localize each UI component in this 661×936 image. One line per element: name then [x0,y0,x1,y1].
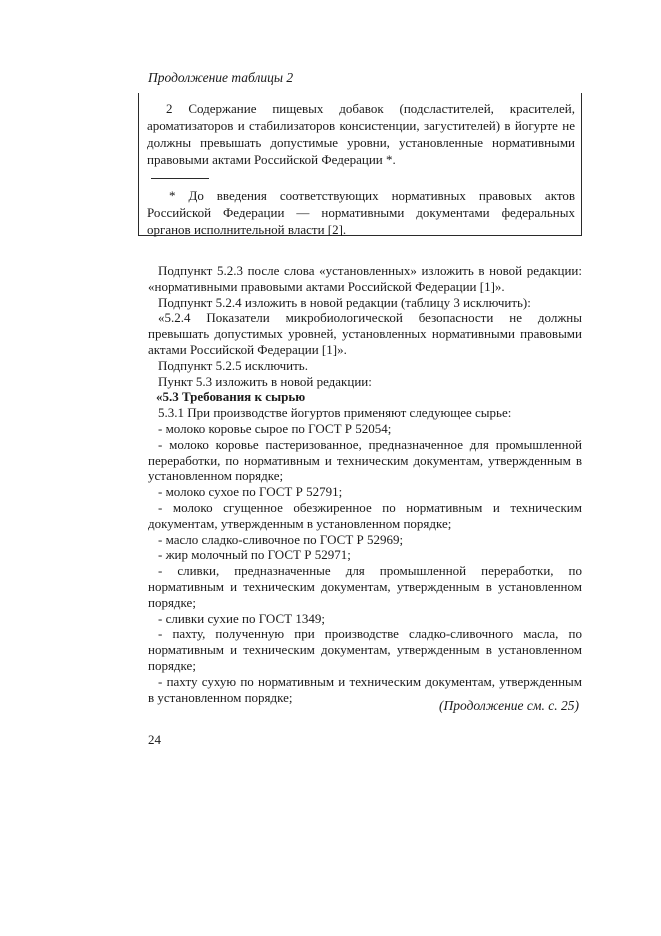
footnote-divider [151,178,209,179]
list-item: - молоко сухое по ГОСТ Р 52791; [158,484,343,500]
table-paragraph: 2 Содержание пищевых добавок (подсластителей, красителей, ароматизаторов и стабилизаторов консистенции, загустителей) в йогурте не должны превышать допустимые уровни, установленные нормативными правовыми актами Российской Федерации *. [147,101,575,167]
page-number: 24 [148,732,161,747]
text-line: Пункт 5.3 изложить в новой редакции: [158,373,372,389]
text-line: Подпункт 5.2.4 изложить в новой редакции (таблицу 3 исключить): [158,294,531,310]
text-line: Подпункт 5.2.3 после слова «установленных» изложить в новой редакции: «нормативными правовыми актами Российской Федерации [1]». [148,263,582,294]
list-item: - сливки, предназначенные для промышленной переработки, по нормативным и техническим документам, утвержденным в установленном порядке; [148,563,582,610]
text-line: Подпункт 5.2.5 исключить. [158,357,308,373]
continued-note: (Продолжение см. с. 25) [439,698,579,713]
list-item: - пахту, полученную при производстве сладко-сливочного масла, по нормативным и техническим документам, утвержденным в установленном порядке; [148,626,582,673]
list-item: 5.3.1 При производстве йогуртов применяют следующее сырье: [158,405,512,421]
text-line: «5.2.4 Показатели микробиологической безопасности не должны превышать допустимых уровней, установленных нормативными правовыми актами Российской Федерации [1]». [148,310,582,357]
list-item: - масло сладко-сливочное по ГОСТ Р 52969; [158,531,404,547]
list-item: - молоко коровье пастеризованное, предназначенное для промышленной переработки, по нормативным и техническим документам, утвержденным в установленном порядке; [148,436,582,484]
section-heading: «5.3 Требования к сырью [156,389,306,405]
list-item: - жир молочный по ГОСТ Р 52971; [158,547,351,563]
list-item: - молоко сгущенное обезжиренное по нормативным и техническим документам, утвержденным в установленном порядке; [148,499,582,531]
list-item: - сливки сухие по ГОСТ 1349; [158,610,325,626]
list-item: - молоко коровье сырое по ГОСТ Р 52054; [158,420,392,436]
table-cell-box [138,93,582,236]
main-text [148,263,582,705]
table-footnote: * До введения соответствующих нормативных правовых актов Российской Федерации — нормативными документами федеральных органов исполнительной власти [2]. [147,188,575,237]
table-continuation-label: Продолжение таблицы 2 [148,70,294,85]
list-item: - пахту сухую по нормативным и техническим документам, утвержденным в установленном порядке; [148,673,582,705]
